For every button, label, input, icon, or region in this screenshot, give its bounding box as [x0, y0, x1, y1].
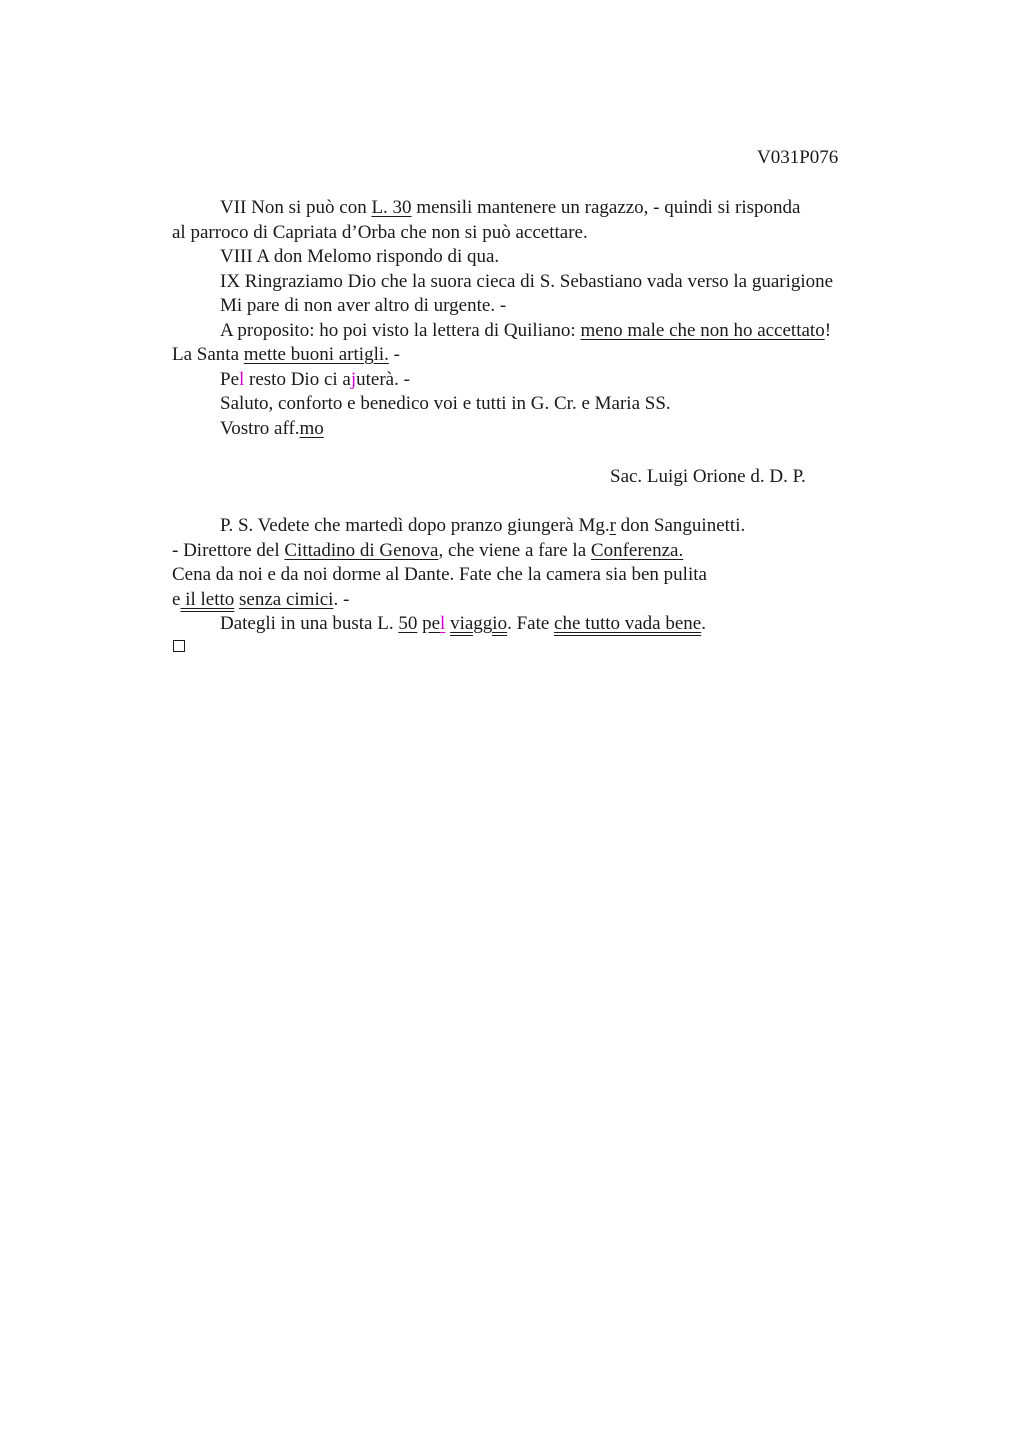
postscript-line-5: Dategli in una busta L. 50 pel viaggio. Fate che tutto vada bene. [220, 613, 706, 634]
paragraph-quiliano: A proposito: ho poi visto la lettera di Quiliano: meno male che non ho accettato! [220, 320, 832, 341]
paragraph-saluto: Saluto, conforto e benedico voi e tutti in G. Cr. e Maria SS. [220, 393, 671, 414]
postscript-line-4: e il letto senza cimici. - [172, 589, 350, 610]
postscript-line-1: P. S. Vedete che martedì dopo pranzo giungerà Mg.r don Sanguinetti. [220, 515, 746, 536]
paragraph-santa: La Santa mette buoni artigli. - [172, 344, 400, 365]
signature: Sac. Luigi Orione d. D. P. [610, 466, 806, 487]
document-reference: V031P076 [757, 147, 839, 168]
empty-checkbox-mark [173, 640, 185, 652]
paragraph-closing: Vostro aff.mo [220, 418, 324, 439]
postscript-line-2: - Direttore del Cittadino di Genova, che viene a fare la Conferenza. [172, 540, 684, 561]
paragraph-vii-continued: al parroco di Capriata d’Orba che non si può accettare. [172, 222, 588, 243]
postscript-line-3: Cena da noi e da noi dorme al Dante. Fate che la camera sia ben pulita [172, 564, 707, 585]
paragraph-urgent: Mi pare di non aver altro di urgente. - [220, 295, 507, 316]
paragraph-viii: VIII A don Melomo rispondo di qua. [220, 246, 500, 267]
paragraph-pel-resto: Pel resto Dio ci ajuterà. - [220, 369, 410, 390]
paragraph-ix: IX Ringraziamo Dio che la suora cieca di S. Sebastiano vada verso la guarigione [220, 271, 834, 292]
paragraph-vii: VII Non si può con L. 30 mensili mantenere un ragazzo, - quindi si risponda [220, 197, 801, 218]
